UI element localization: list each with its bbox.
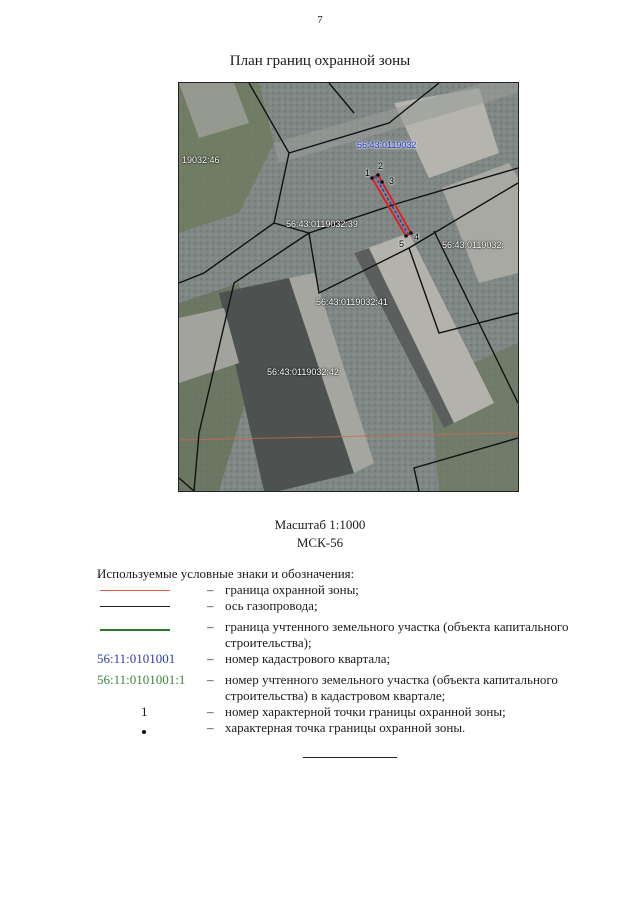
page-number: 7 xyxy=(317,14,323,26)
legend-symbol xyxy=(97,651,177,667)
legend-symbol xyxy=(97,720,177,736)
quarter-code-sample: 56:11:0101001 xyxy=(97,651,176,666)
legend-symbol xyxy=(97,672,186,688)
map-label-parcel-42: 56:43:0119032:42 xyxy=(267,367,339,377)
scale-text: Масштаб 1:1000 xyxy=(274,517,366,532)
legend-desc: граница учтенного земельного участка (объекта капитального строительства); xyxy=(225,619,569,650)
map-image xyxy=(179,83,518,491)
legend-dash: – xyxy=(207,720,214,735)
map-label-quarter: 56:43:0119032 xyxy=(357,140,417,150)
legend-symbol xyxy=(97,598,177,614)
map-point-label-3: 3 xyxy=(389,176,395,186)
characteristic-point-dot-icon xyxy=(142,730,146,734)
map-label-parcel-41: 56:43:0119032:41 xyxy=(316,297,388,307)
legend-symbol xyxy=(97,704,177,720)
map-label-parcel-39: 56:43:0119032:39 xyxy=(286,219,358,229)
legend-dash: – xyxy=(207,619,214,634)
legend-desc: номер характерной точки границы охранной зоны; xyxy=(225,704,506,719)
legend-desc: номер учтенного земельного участка (объекта капитального строительства) в кадастровом квартале; xyxy=(225,672,558,703)
map-point-label-2: 2 xyxy=(378,161,384,171)
legend-symbol xyxy=(97,582,177,598)
legend-dash: – xyxy=(207,704,214,719)
gas-axis-line-symbol xyxy=(100,606,170,607)
parcel-code-sample: 56:11:0101001:1 xyxy=(97,672,186,687)
legend-desc: характерная точка границы охранной зоны. xyxy=(225,720,466,735)
map-label-parcel-edge: 56:43:0119032: xyxy=(442,240,504,250)
legend-dash: – xyxy=(207,582,214,597)
parcel-boundary-line-symbol xyxy=(100,629,170,631)
crs-text: МСК-56 xyxy=(296,535,344,550)
legend-desc: номер кадастрового квартала; xyxy=(225,651,391,666)
map-point-label-1: 1 xyxy=(365,168,371,178)
legend-desc: ось газопровода; xyxy=(225,598,318,613)
bottom-rule xyxy=(303,757,397,758)
map-point-label-4: 4 xyxy=(414,232,420,242)
page-title: План границ охранной зоны xyxy=(229,53,411,69)
legend-symbol xyxy=(97,619,177,635)
legend-dash: – xyxy=(207,672,214,687)
protection-zone-map xyxy=(178,82,519,492)
map-point-label-5: 5 xyxy=(399,239,405,249)
legend-title: Используемые условные знаки и обозначения: xyxy=(97,566,355,581)
legend-desc: граница охранной зоны; xyxy=(225,582,359,597)
scale-block xyxy=(0,516,640,552)
map-label-parcel-46: 19032:46 xyxy=(182,155,220,165)
legend-dash: – xyxy=(207,598,214,613)
zone-boundary-line-symbol xyxy=(100,590,170,591)
point-number-sample: 1 xyxy=(141,704,148,719)
legend-dash: – xyxy=(207,651,214,666)
